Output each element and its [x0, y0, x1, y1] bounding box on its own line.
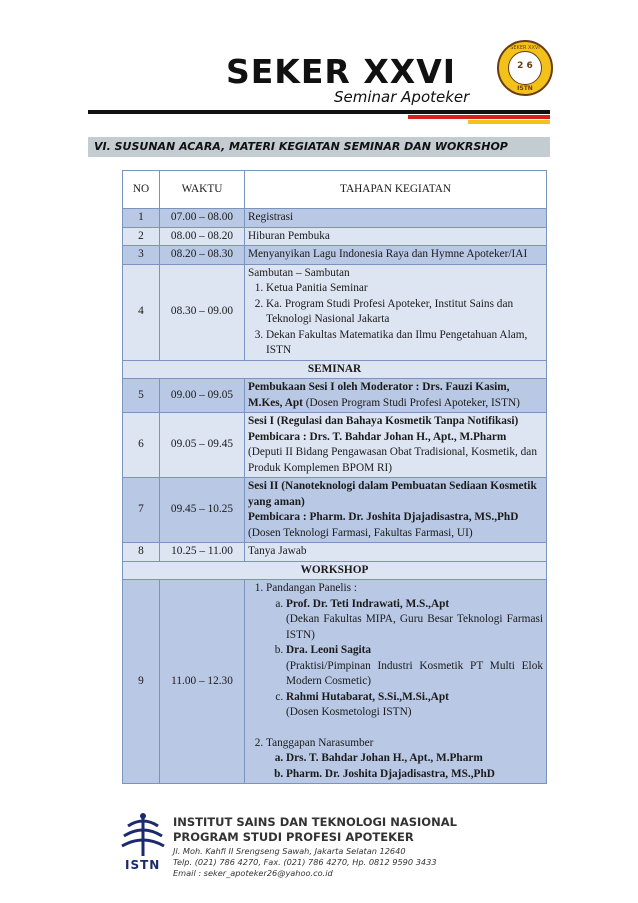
row-time: 08.30 – 09.00: [160, 264, 245, 360]
row-activity: [245, 264, 547, 360]
list-item: 2. Ka. Program Studi Profesi Apoteker, Institut Sains dan Teknologi Nasional Jakarta: [266, 297, 543, 328]
panelist-name: c. Rahmi Hutabarat, S.Si.,M.Si.,Apt: [286, 690, 449, 703]
spacer: [266, 721, 543, 736]
panelist: [286, 690, 543, 721]
list-item: [266, 581, 543, 736]
logo-bottom-text: ISTN: [517, 85, 533, 92]
table-header-row: [123, 171, 547, 209]
welcome-heading: Sambutan – Sambutan: [248, 266, 350, 279]
row-no: 2: [123, 227, 160, 246]
footer-institution: INSTITUT SAINS DAN TEKNOLOGI NASIONAL: [173, 815, 457, 829]
logo-inner-circle: [508, 51, 542, 85]
panelist-desc: (Praktisi/Pimpinan Industri Kosmetik PT Multi Elok Modern Cosmetic): [286, 659, 543, 687]
row-activity: Hiburan Pembuka: [245, 227, 547, 246]
table-row: [123, 264, 547, 360]
stripe-yellow: [468, 120, 550, 124]
session-speaker: Pembicara : Drs. T. Bahdar Johan H., Apt., M.Pharm: [248, 430, 507, 443]
table-row: [123, 543, 547, 562]
row-time: 09.45 – 10.25: [160, 478, 245, 543]
schedule-table: [122, 170, 547, 784]
footer-istn: ISTN: [125, 858, 161, 872]
row-time: 10.25 – 11.00: [160, 543, 245, 562]
row-no: 7: [123, 478, 160, 543]
moderator-affiliation: (Dosen Program Studi Profesi Apoteker, ISTN): [302, 396, 520, 409]
row-time: 09.05 – 09.45: [160, 413, 245, 478]
list-item: 1. Ketua Panitia Seminar: [266, 281, 543, 297]
header-no: NO: [123, 171, 160, 209]
footer-address: Jl. Moh. Kahfi II Srengseng Sawah, Jakarta Selatan 12640: [173, 846, 406, 856]
panel-heading: Pandangan Panelis :: [266, 582, 357, 594]
row-activity: [245, 478, 547, 543]
panelist-name: a. Prof. Dr. Teti Indrawati, M.S.,Apt: [286, 597, 450, 610]
section-row-workshop: [123, 561, 547, 580]
welcome-list: [248, 281, 543, 359]
row-activity: Tanya Jawab: [245, 543, 547, 562]
row-activity: Registrasi: [245, 209, 547, 228]
row-no: 6: [123, 413, 160, 478]
row-no: 8: [123, 543, 160, 562]
footer-phone: Telp. (021) 786 4270, Fax. (021) 786 4270, Hp. 0812 9590 3433: [173, 857, 437, 867]
session-speaker: Pembicara : Pharm. Dr. Joshita Djajadisastra, MS.,PhD: [248, 511, 519, 523]
stripe-black: [88, 110, 550, 114]
table-row: [123, 246, 547, 265]
header-time: WAKTU: [160, 171, 245, 209]
panelist-name: b. Dra. Leoni Sagita: [286, 644, 372, 656]
row-time: 08.20 – 08.30: [160, 246, 245, 265]
panelist: [286, 597, 543, 644]
section-heading: VI. SUSUNAN ACARA, MATERI KEGIATAN SEMINAR DAN WOKRSHOP: [94, 140, 508, 153]
row-time: 08.00 – 08.20: [160, 227, 245, 246]
table-row: [123, 478, 547, 543]
logo-top-text: SEKER XXVI: [510, 45, 540, 51]
table-row: [123, 379, 547, 413]
row-activity: [245, 413, 547, 478]
header-stage: TAHAPAN KEGIATAN: [245, 171, 547, 209]
logo-number: 2 6: [517, 61, 533, 71]
panelist-desc: (Dekan Fakultas MIPA, Guru Besar Teknologi Farmasi ISTN): [286, 613, 543, 641]
panelist-list: [266, 597, 543, 721]
session-title: Sesi I (Regulasi dan Bahaya Kosmetik Tanpa Notifikasi): [248, 415, 519, 427]
workshop-list: [248, 581, 543, 782]
row-no: 4: [123, 264, 160, 360]
table-row: [123, 209, 547, 228]
row-activity: [245, 580, 547, 784]
section-row-seminar: [123, 360, 547, 379]
row-activity: Menyanyikan Lagu Indonesia Raya dan Hymne Apoteker/IAI: [245, 246, 547, 265]
respondent-list: [266, 751, 543, 782]
respondent-heading: Tanggapan Narasumber: [266, 736, 374, 749]
session-title: Sesi II (Nanoteknologi dalam Pembuatan Sediaan Kosmetik yang aman): [248, 480, 537, 508]
table-row: [123, 413, 547, 478]
event-logo: [497, 40, 553, 96]
row-no: 1: [123, 209, 160, 228]
panelist-desc: (Dosen Kosmetologi ISTN): [286, 706, 412, 718]
event-title: SEKER XXVI: [226, 52, 457, 91]
panelist: [286, 643, 543, 690]
section-label: WORKSHOP: [123, 561, 547, 580]
event-subtitle: Seminar Apoteker: [334, 88, 470, 106]
row-no: 9: [123, 580, 160, 784]
respondent: a. Drs. T. Bahdar Johan H., Apt., M.Pharm: [286, 751, 543, 767]
respondent: b. Pharm. Dr. Joshita Djajadisastra, MS.,PhD: [286, 767, 543, 783]
row-time: 07.00 – 08.00: [160, 209, 245, 228]
header-stripes: [88, 110, 550, 124]
table-row: [123, 580, 547, 784]
list-item: [266, 736, 543, 783]
footer-program: PROGRAM STUDI PROFESI APOTEKER: [173, 830, 414, 844]
footer-email: Email : seker_apoteker26@yahoo.co.id: [173, 868, 333, 878]
row-activity: [245, 379, 547, 413]
stripe-red: [408, 115, 550, 119]
row-no: 5: [123, 379, 160, 413]
row-time: 11.00 – 12.30: [160, 580, 245, 784]
moderator-bold: Pembukaan Sesi I oleh Moderator : Drs. Fauzi Kasim, M.Kes, Apt: [248, 381, 510, 409]
session-affiliation: (Dosen Teknologi Farmasi, Fakultas Farmasi, UI): [248, 526, 473, 539]
row-no: 3: [123, 246, 160, 265]
session-affiliation: (Deputi II Bidang Pengawasan Obat Tradisional, Kosmetik, dan Produk Komplemen BPOM RI): [248, 446, 537, 474]
list-item: 3. Dekan Fakultas Matematika dan Ilmu Pengetahuan Alam, ISTN: [266, 328, 543, 359]
section-label: SEMINAR: [123, 360, 547, 379]
table-row: [123, 227, 547, 246]
row-time: 09.00 – 09.05: [160, 379, 245, 413]
